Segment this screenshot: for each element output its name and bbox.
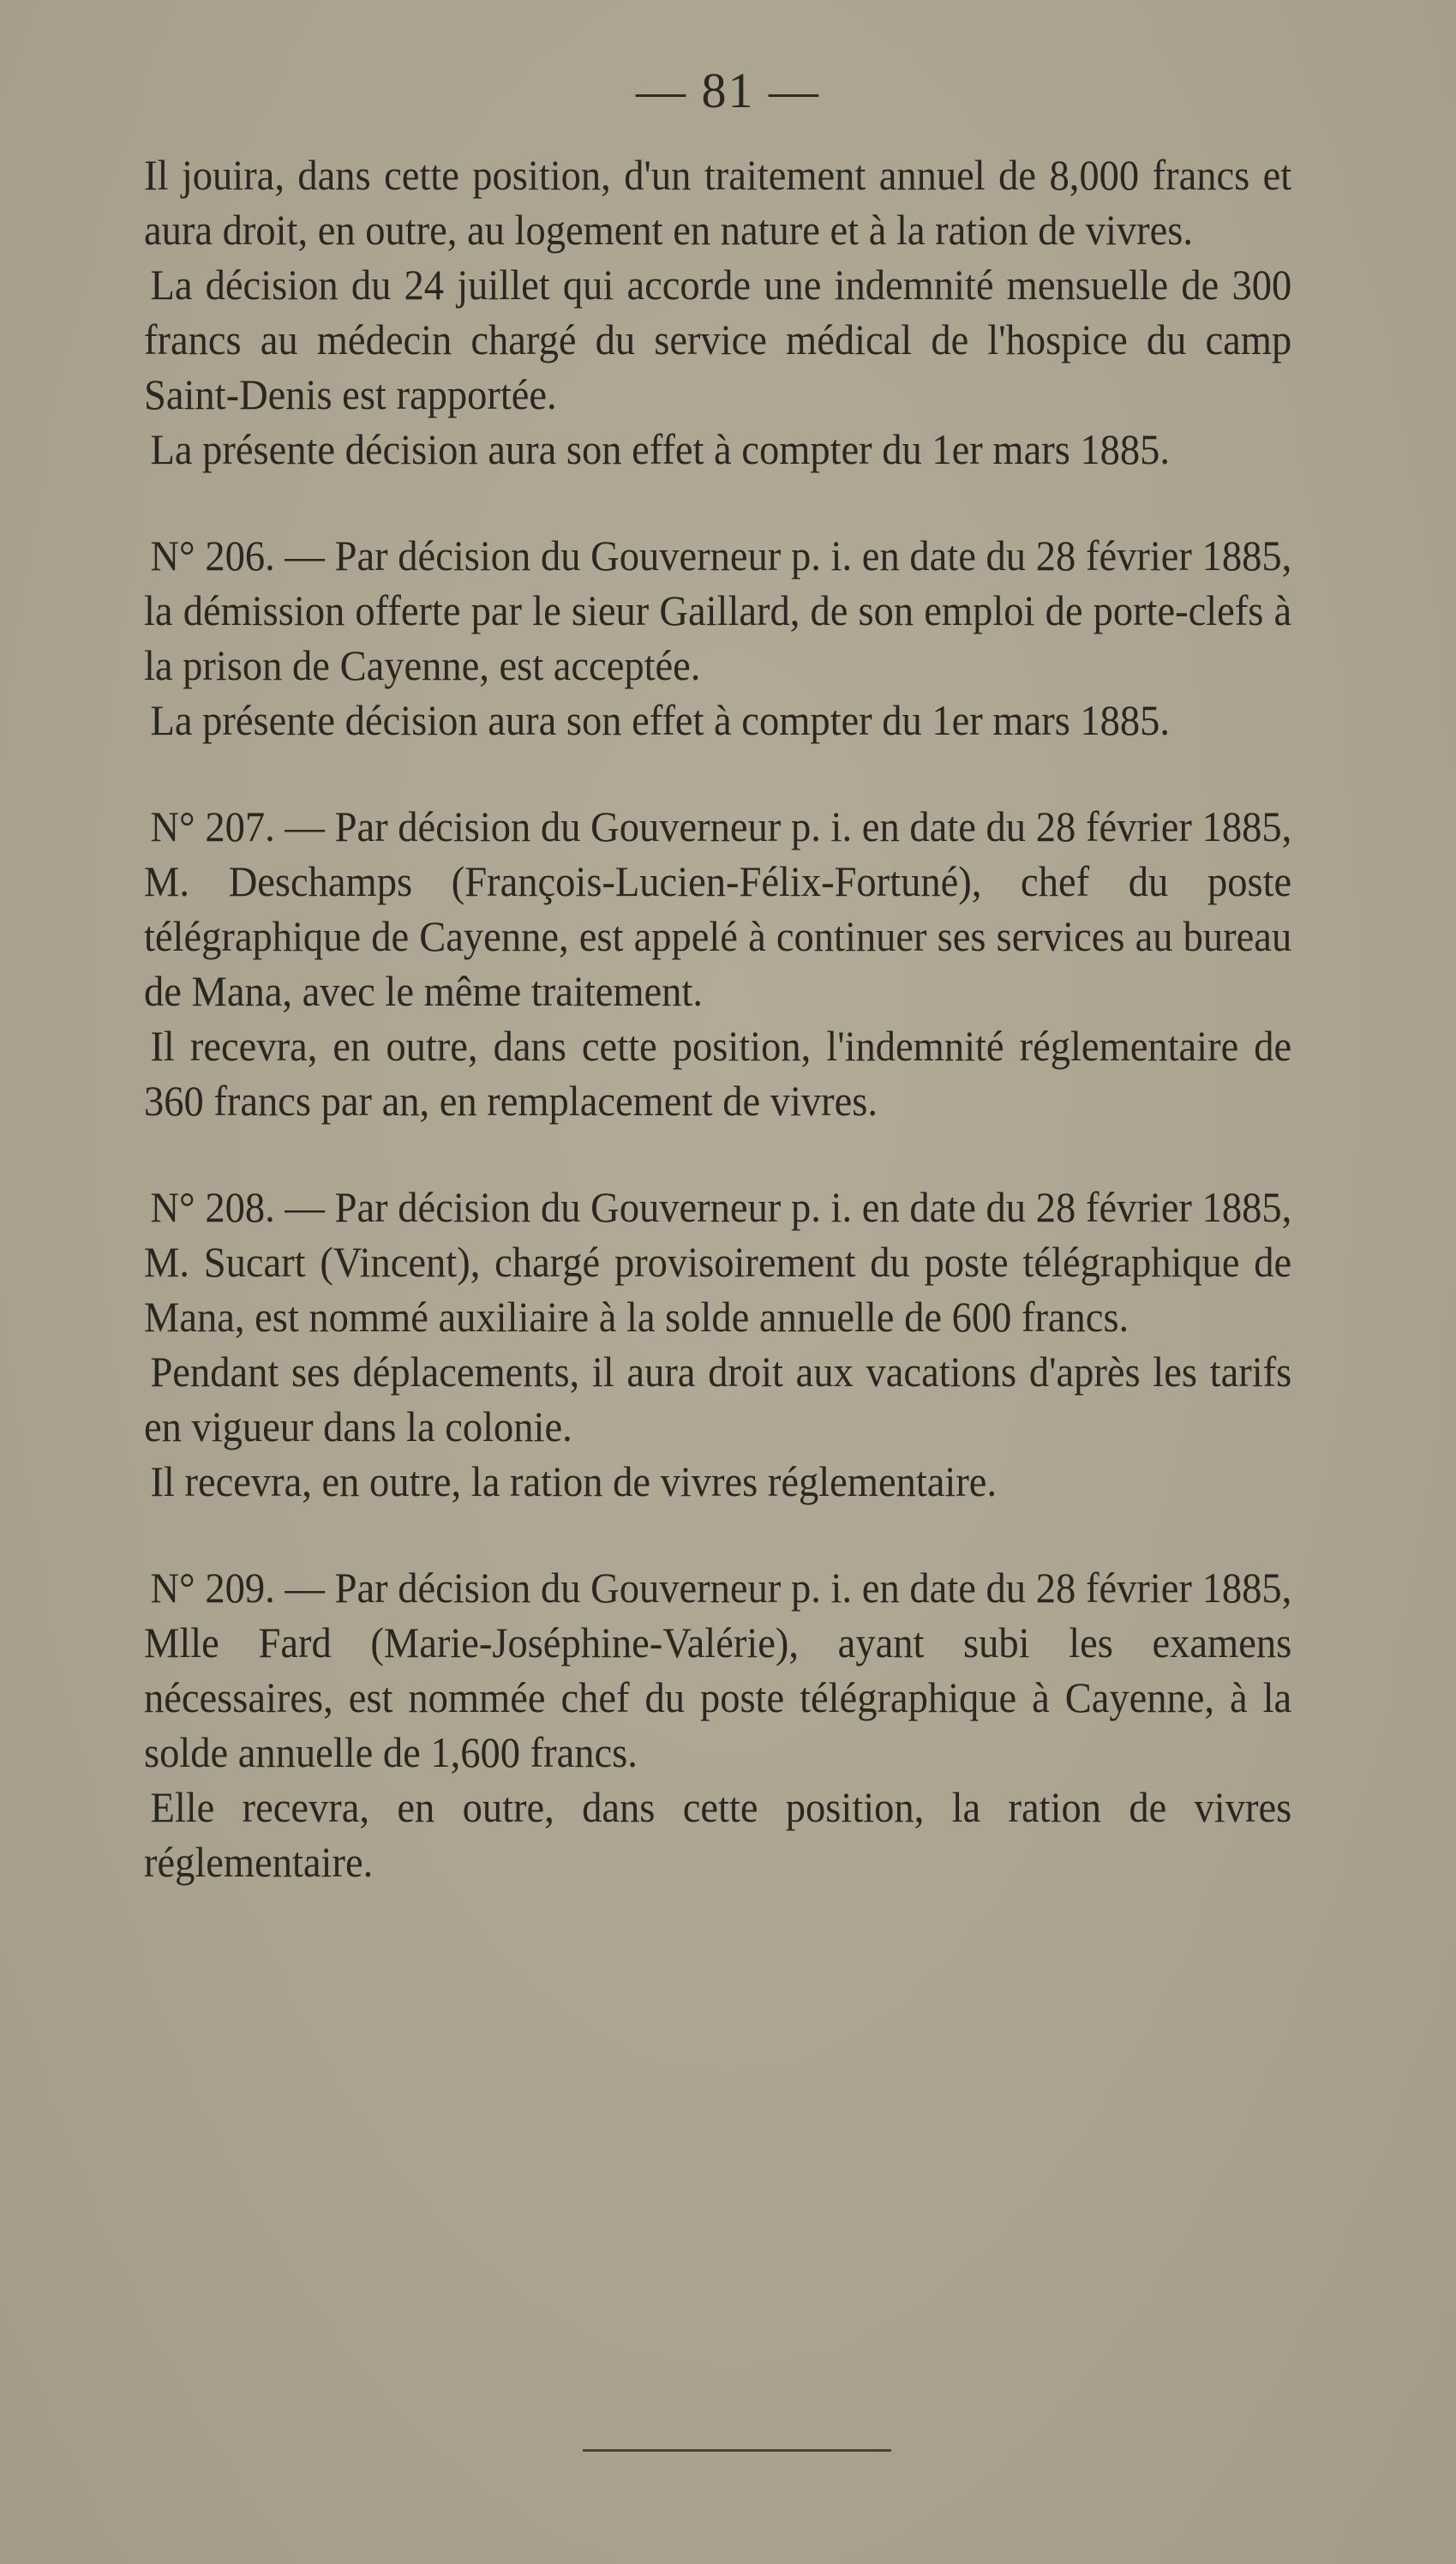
paragraph: La présente décision aura son effet à compter du 1er mars 1885. [150,425,1171,473]
paragraph: Pendant ses déplacements, il aura droit aux vacations d'après les tarifs en vigueur dans la colonie. [144,1348,1292,1450]
paragraph: N° 208. — Par décision du Gouverneur p. i. en date du 28 février 1885, M. Sucart (Vincent), chargé provisoirement du poste télégraphique de Mana, est nommé auxiliaire à la solde annuelle de 600 francs. [144,1183,1292,1341]
section-207 [144,799,1291,1128]
end-rule [583,2449,891,2452]
paragraph: La décision du 24 juillet qui accorde une indemnité mensuelle de 300 francs au médecin chargé du service médical de l'hospice du camp Saint-Denis est rapportée. [144,261,1292,418]
paragraph: Il jouira, dans cette position, d'un traitement annuel de 8,000 francs et aura droit, en outre, au logement en nature et à la ration de vivres. [144,151,1292,254]
paragraph: N° 209. — Par décision du Gouverneur p. i. en date du 28 février 1885, Mlle Fard (Marie-Joséphine-Valérie), ayant subi les examens nécessaires, est nommée chef du poste télégraphique à Cayenne, à la solde annuelle de 1,600 francs. [144,1564,1292,1776]
page-number: — 81 — [636,63,820,118]
body-text [144,147,1291,1889]
paragraph: La présente décision aura son effet à compter du 1er mars 1885. [150,696,1171,744]
paragraph: Il recevra, en outre, dans cette position, l'indemnité réglementaire de 360 francs par an, en remplacement de vivres. [144,1022,1292,1125]
section-208 [144,1180,1291,1509]
paragraph: Il recevra, en outre, la ration de vivres réglementaire. [150,1457,998,1505]
section-206 [144,528,1291,748]
paragraph: Elle recevra, en outre, dans cette position, la ration de vivres réglementaire. [144,1783,1292,1886]
paragraph: N° 207. — Par décision du Gouverneur p. i. en date du 28 février 1885, M. Deschamps (François-Lucien-Félix-Fortuné), chef du poste télégraphique de Cayenne, est appelé à continuer ses services au bureau de Mana, avec le même traitement. [144,802,1292,1015]
paragraph: N° 206. — Par décision du Gouverneur p. i. en date du 28 février 1885, la démission offerte par le sieur Gaillard, de son emploi de porte-clefs à la prison de Cayenne, est acceptée. [144,531,1292,689]
section-209 [144,1560,1291,1889]
section-continuation [144,147,1291,477]
